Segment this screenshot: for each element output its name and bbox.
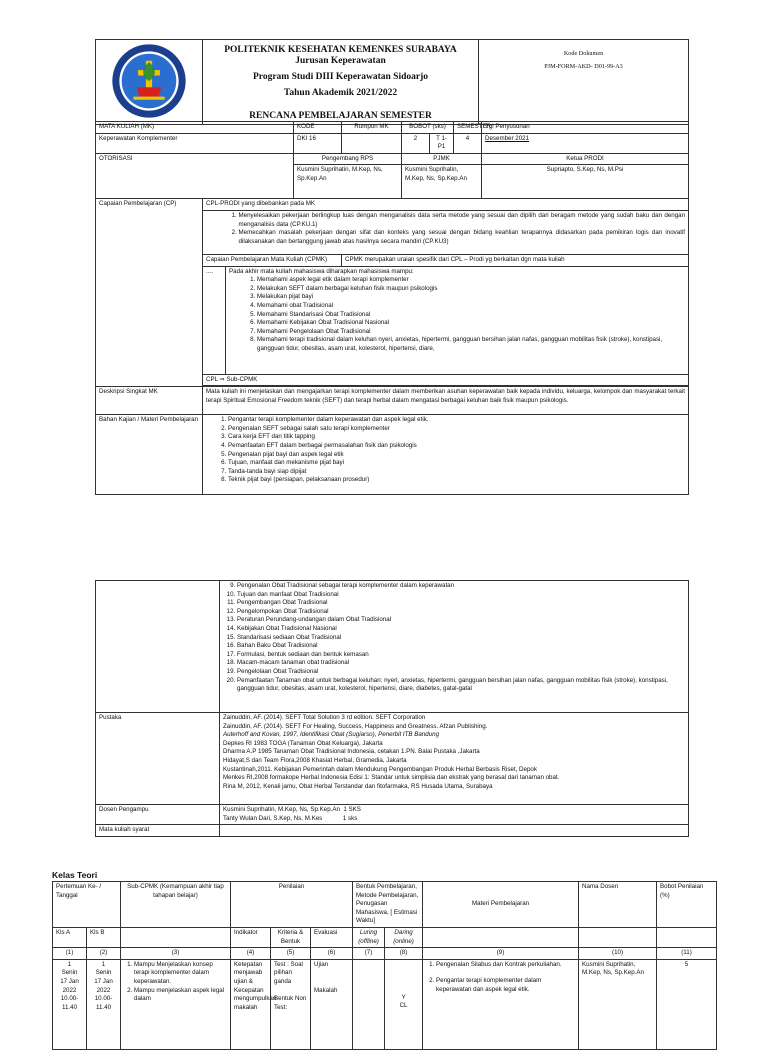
cpmk-item: 2. Melakukan SEFT dalam berbagai keluhan fisik maupun psikologis — [257, 285, 685, 294]
sub-cpmk-item: 2. Mampu menjelaskan aspek legal dalam — [134, 987, 227, 1004]
doc-title: RENCANA PEMBELAJARAN SEMESTER — [249, 111, 432, 121]
sub-cpmk-cell — [121, 959, 231, 1049]
bahan-item: 16. Bahan Baku Obat Tradisional — [237, 642, 685, 651]
bobot-header: BOBOT (sks) — [402, 122, 454, 134]
h-subcpmk: Sub-CPMK (Kemampuan akhir tiap tahapan belajar) — [121, 882, 231, 928]
table-row — [53, 959, 717, 1049]
h-kriteria: Kriteria & Bentuk — [271, 927, 311, 947]
pustaka-item: Zainuddin, AF. (2014). SEFT Total Solution 3 rd edition. SEFT Corporation — [223, 714, 426, 721]
col-num: (10) — [579, 948, 657, 960]
col-num: (2) — [87, 948, 121, 960]
kelas-b-date: 1 Senin 17 Jan 2022 10.00- 11.40 — [87, 959, 121, 1049]
bahan-item: 9. Pengenalan Obat Tradisional sebagai terapi komplementer dalam keperawatan — [237, 582, 685, 591]
pustaka-item: Auterhoff and Kovan, 1997, Identifikasi Obat (Sugiarso), Penerbit ITB Bandung — [223, 731, 440, 739]
kriteria-cell: Test : Soal pilihan ganda Bentuk Non Test: — [271, 959, 311, 1049]
cpl-item: 2. Memecahkan masalah pekerjaan dengan sifat dan konteks yang sesuai dengan bidang keahlian terapannya didasarkan pada pemikiran logis dan inovatif dilaksanakan dan bertanggung jawab atas hasilnya secara mandiri (CP.KU3) — [239, 229, 686, 246]
cpmk-item: 1. Memahami aspek legal etik dalam terapi komplementer — [257, 276, 685, 285]
bahan-item: 1. Pengantar terapi komplementer dalam keperawatan dan aspek legal etik. — [228, 416, 685, 425]
cpl-label: CPL-PRODI yang dibebankan pada MK — [203, 199, 689, 211]
cpmk-item: 8. Memahami terapi tradisional dalam keluhan nyeri, anxietas, hipertermi, gangguan bersihan jalan nafas, gangguan mobilitas fisik (stroke), konstipasi, gangguan tidur, obesitas, asam urat, kolesterol, hipertensi, diare, — [257, 336, 685, 353]
cp-label: Capaian Pembelajaran (CP) — [96, 199, 203, 387]
col-num: (9) — [423, 948, 579, 960]
indikator-cell: Ketepatan menjawab ujian & Kecepatan mengumpulkan makalah — [231, 959, 271, 1049]
bahan-item: 17. Formulasi, bentuk sediaan dan bentuk kemasan — [237, 651, 685, 660]
syarat-label: Mata kuliah syarat — [96, 825, 220, 837]
bahan-item: 20. Pemanfaatan Tanaman obat untuk berbagai keluhan: nyeri, anxietas, hipertermi, gangguan bersihan jalan nafas, gangguan mobilitas fisik (stroke), konstipasi, gangguan tidur, obesitas, asam urat, kolesterol, hipertensi, diare, diabetes, gatal-gatal — [237, 677, 685, 694]
h-materi: Materi Pembelajaran — [423, 882, 579, 928]
cpmk-item: 7. Memahami Pengelolaan Obat Tradisional — [257, 328, 685, 337]
bahan-item: 13. Peraturan Perundang-undangan dalam Obat Tradisional — [237, 616, 685, 625]
tgl-header: Tgl Penyusunan — [482, 122, 689, 134]
kelas-teori-title: Kelas Teori — [52, 870, 98, 880]
sub-cpmk-item: 1. Mampu Menjelaskan konsep terapi komplementer dalam keperawatan. — [134, 961, 227, 987]
semester-header: SEMESTER — [454, 122, 482, 134]
bahan-item: 19. Pengelolaan Obat Tradisional — [237, 668, 685, 677]
cpl-spacer — [203, 210, 226, 254]
deskripsi-label: Deskripsi Singkat MK — [96, 387, 203, 415]
h-dosen: Nama Dosen — [579, 882, 657, 928]
kelas-teori-table — [52, 881, 717, 1050]
semester-value: 4 — [454, 133, 482, 153]
kaprodi-value: Supriapto, S.Kep, Ns, M.Psi — [482, 165, 689, 199]
h-daring: Daring (online) — [385, 927, 423, 947]
pustaka-item: Dharma A.P 1985 Tanaman Obat Tradisional Indonesia, cetakan 1.PN. Balai Pustaka ,Jakarta — [223, 748, 480, 756]
bahan-list — [203, 415, 689, 495]
bobot-cell: 5 — [657, 959, 717, 1049]
mk-header: MATA KULIAH (MK) — [96, 122, 294, 134]
pustaka-item: Kustantinah,2011. Kebijakan Pemerintah dalam Mendukung Pengembangan Produk Herbal Berbasis Riset, Depok — [223, 765, 537, 773]
cpmk-dots: .... — [203, 266, 226, 374]
tgl-value: Desember 2021 — [482, 133, 689, 153]
cpmk-note: CPMK merupakan uraian spesifik dari CPL – Prodi yg berkaitan dgn mata kuliah — [342, 254, 689, 266]
bahan-item: 5. Pengenalan pijat bayi dan aspek legal etik — [228, 451, 685, 460]
poltekkes-logo-icon — [110, 42, 188, 120]
dosen-cell: Kusmini Suprihatin, M.Kep, Ns, Sp.Kep.An — [579, 959, 657, 1049]
h-kelas-a: Kls A — [53, 927, 87, 947]
h-penilaian: Penilaian — [231, 882, 353, 928]
bahan-list-continued — [220, 581, 689, 713]
bahan-item: 4. Pemanfaatan EFT dalam berbagai permasalahan fisik dan psikologis — [228, 442, 685, 451]
pustaka-item: Hidayat,S dan Team Flora,2008 Khasiat Herbal, Gramedia, Jakarta — [223, 756, 407, 764]
cpmk-item: 4. Memahami obat Tradisional — [257, 302, 685, 311]
h-indikator: Indikator — [231, 927, 271, 947]
dosen-label: Dosen Pengampu — [96, 805, 220, 825]
bobot-p-value: T 1-P1 — [430, 133, 454, 153]
bahan-label: Bahan Kajian / Materi Pembelajaran — [96, 415, 203, 495]
col-num: (5) — [271, 948, 311, 960]
pengembang-header: Pengembang RPS — [294, 153, 402, 165]
academic-year: Tahun Akademik 2021/2022 — [283, 88, 398, 98]
pustaka-item: Zainuddin, AF. (2014). SEFT For Healing, Success, Happiness and Greatness. Afzan Publishing. — [223, 722, 488, 730]
cpl-list — [226, 210, 689, 254]
bahan-item: 11. Pengembangan Obat Tradisional — [237, 599, 685, 608]
col-num: (8) — [385, 948, 423, 960]
bahan-item: 8. Teknik pijat bayi (persiapan, pelaksanaan prosedur) — [228, 476, 685, 485]
pjmk-header: PJMK — [402, 153, 482, 165]
kaprodi-header: Ketua PRODI — [482, 153, 689, 165]
otorisasi-label: OTORISASI — [96, 153, 294, 199]
dosen-list — [220, 805, 689, 825]
rps-table-page2 — [95, 580, 689, 837]
h-luring: Luring (offline) — [353, 927, 385, 947]
doc-code-label: Kode Dokumen — [563, 50, 604, 57]
pustaka-label: Pustaka — [96, 713, 220, 805]
pustaka-list — [220, 713, 689, 805]
h-kelas-b: Kls B — [87, 927, 121, 947]
bahan-item: 7. Tanda-tanda bayi siap dipijat — [228, 468, 685, 477]
bahan-item: 18. Macam-macam tanaman obat tradisional — [237, 659, 685, 668]
bobot-t-value: 2 — [402, 133, 430, 153]
luring-cell — [353, 959, 385, 1049]
materi-item: 1. Pengenalan Silabus dan Kontrak perkuliahan. — [436, 961, 575, 970]
kode-header: KODE — [294, 122, 342, 134]
rps-table-page1 — [95, 121, 689, 495]
rumpun-value — [342, 133, 402, 153]
col-num: (6) — [311, 948, 353, 960]
dosen-line: Kusmini Suprihatin, M.Kep, Ns, Sp.Kep.An 1 SKS — [223, 806, 361, 813]
institution-name: POLITEKNIK KESEHATAN KEMENKES SURABAYA — [224, 45, 457, 55]
bahan-item: 15. Standarisasi sediaan Obat Tradisional — [237, 634, 685, 643]
bahan-continued-label — [96, 581, 220, 713]
rumpun-header: Rumpun MK — [342, 122, 402, 134]
bahan-item: 6. Tujuan, manfaat dan mekanisme pijat bayi — [228, 459, 685, 468]
evaluasi-cell: Ujian Makalah — [311, 959, 353, 1049]
col-num: (7) — [353, 948, 385, 960]
materi-item: 2. Pengantar terapi komplementer dalam keperawatan dan aspek legal etik. — [436, 977, 575, 994]
pjmk-value: Kusmini Suprihatin, M.Kep, Ns, Sp.Kep.An — [402, 165, 482, 199]
sub-cpmk-label: CPL ⇒ Sub-CPMK — [203, 374, 689, 386]
cpmk-intro: Pada akhir mata kuliah mahasiswa diharapkan mahasiswa mampu: — [229, 267, 414, 275]
kode-value: DKI 16 — [294, 133, 342, 153]
bahan-item: 3. Cara kerja EFT dan titik tapping — [228, 433, 685, 442]
cpl-item: 1. Menyelesaikan pekerjaan berlingkup luas dengan menganalisis data serta metode yang sesuai dan dipilih dari beragam metode yang sudah baku dan dengan menganalisis data (CP.KU.1) — [239, 212, 686, 229]
bahan-item: 10. Tujuan dan manfaat Obat Tradisional — [237, 591, 685, 600]
header-table — [95, 39, 689, 125]
cpmk-label: Capaian Pembelajaran Mata Kuliah (CPMK) — [203, 254, 342, 266]
program-name: Program Studi DIII Keperawatan Sidoarjo — [252, 72, 429, 82]
pengembang-value: Kusmini Suprihatin, M.Kep, Ns, Sp.Kep.An — [294, 165, 402, 199]
doc-code-block — [479, 40, 689, 125]
department-name: Jurusan Keperawatan — [295, 56, 386, 66]
institution-block — [203, 40, 479, 125]
cpmk-item: 6. Memahami Kebijakan Obat Tradisional Nasional — [257, 319, 685, 328]
pustaka-item: Rina M, 2012, Kenali jamu, Obat Herbal Terstandar dan fitofarmaka, RS Husada Utama, Surabaya — [223, 782, 493, 790]
doc-code: PJM-FORM-AKD- D01-99-A3 — [544, 62, 623, 70]
col-num: (11) — [657, 948, 717, 960]
kelas-a-date: 1 Senin 17 Jan 2022 10.00- 11.40 — [53, 959, 87, 1049]
pustaka-item: Depkes RI 1983 TOGA (Tanaman Obat Keluarga), Jakarta — [223, 739, 383, 747]
daring-cell: Y CL — [385, 959, 423, 1049]
h-evaluasi: Evaluasi — [311, 927, 353, 947]
pustaka-item: Menkes RI,2008 formakope Herbal Indonesia Edisi 1: Standar untuk simplisia dan ekstrak yang berasal dari tanaman obat. — [223, 774, 560, 782]
bahan-item: 2. Pengenalan SEFT sebagai salah satu terapi komplementer — [228, 425, 685, 434]
dosen-line: Tanty Wulan Dari, S.Kep, Ns, M.Kes 1 sks — [223, 814, 358, 822]
bahan-item: 14. Kebijakan Obat Tradisional Nasional — [237, 625, 685, 634]
col-num: (4) — [231, 948, 271, 960]
h-bobot: Bobot Penilaian (%) — [657, 882, 717, 928]
h-bentuk: Bentuk Pembelajaran, Metode Pembelajaran, Penugasan Mahasiswa, [ Estimasi Waktu] — [353, 882, 423, 928]
h-pertemuan: Pertemuan Ke- / Tanggal — [53, 882, 121, 928]
cpmk-list — [226, 266, 689, 374]
syarat-value — [220, 825, 689, 837]
col-num: (1) — [53, 948, 87, 960]
deskripsi-text: Mata kuliah ini menjelaskan dan mengajarkan terapi komplementer dalam memberikan asuhan keperawatan baik kepada individu, keluarga, kelompok dan masyarakat terkait terapi Spiritual Emosional Freedom teknik (SEFT) dan terapi herbal dalam mengatasi berbagai keluhan baik fisik maupun psikologis. — [203, 387, 689, 415]
col-num: (3) — [121, 948, 231, 960]
mk-value: Keperawatan Komplementer — [96, 133, 294, 153]
cpmk-item: 3. Melakukan pijat bayi — [257, 293, 685, 302]
bahan-item: 12. Pengelompokan Obat Tradisional — [237, 608, 685, 617]
materi-cell — [423, 959, 579, 1049]
logo-cell — [96, 40, 203, 125]
cpmk-item: 5. Memahami Standarisasi Obat Tradisional — [257, 311, 685, 320]
